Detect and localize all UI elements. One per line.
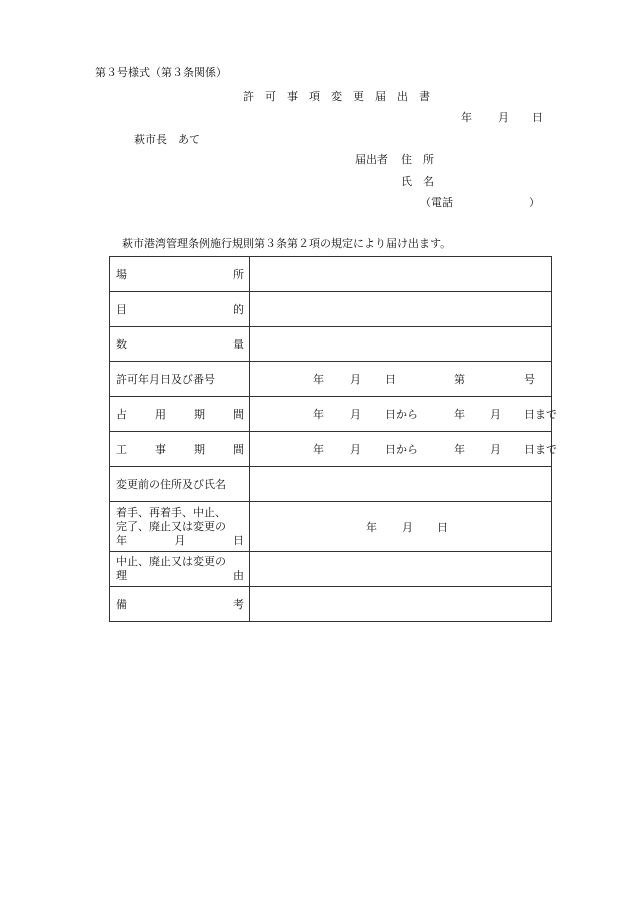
- value-start-date[interactable]: [250, 502, 552, 552]
- value-purpose[interactable]: [250, 292, 552, 327]
- permit-year: 年: [313, 373, 324, 386]
- label-occupancy-3: 期: [194, 408, 205, 421]
- permit-go: 号: [524, 373, 535, 386]
- label-start-date-line1: 着手、再着手、中止、: [116, 505, 226, 519]
- applicant-phone-open: （電話: [420, 196, 453, 209]
- label-purpose-2: 的: [233, 303, 244, 316]
- start-date-year: 年: [366, 520, 377, 534]
- construction-year-to: 年: [454, 443, 465, 456]
- label-quantity-2: 量: [233, 338, 244, 351]
- applicant-phone-close: ）: [529, 196, 540, 209]
- label-construction-2: 事: [155, 443, 166, 456]
- date-month: 月: [498, 111, 509, 124]
- occupancy-month-from: 月: [350, 408, 361, 421]
- addressee: 萩市長 あて: [134, 133, 200, 146]
- value-place[interactable]: [250, 257, 552, 292]
- label-occupancy-4: 間: [233, 408, 244, 421]
- row-occupancy: [110, 397, 552, 432]
- label-occupancy-1: 占: [116, 408, 127, 421]
- applicant-address-label: 住 所: [401, 153, 434, 166]
- label-construction-4: 間: [233, 443, 244, 456]
- label-reason-line1: 中止、廃止又は変更の: [116, 555, 226, 568]
- construction-month-to: 月: [490, 443, 501, 456]
- label-purpose-1: 目: [116, 303, 127, 316]
- row-construction: [110, 432, 552, 467]
- label-construction-1: 工: [116, 443, 127, 456]
- row-remarks: [110, 587, 552, 622]
- value-remarks[interactable]: [250, 587, 552, 622]
- occupancy-day-to: 日まで: [524, 408, 557, 421]
- statement: 萩市港湾管理条例施行規則第３条第２項の規定により届け出ます。: [122, 237, 452, 250]
- row-quantity: [110, 327, 552, 362]
- label-remarks-2: 考: [233, 598, 244, 611]
- applicant-label: 届出者: [355, 153, 388, 166]
- applicant-name-label: 氏 名: [401, 175, 434, 188]
- row-permit: [110, 362, 552, 397]
- label-permit: 許可年月日及び番号: [116, 373, 215, 386]
- construction-year-from: 年: [313, 443, 324, 456]
- date-day: 日: [532, 111, 543, 124]
- row-place: [110, 257, 552, 292]
- row-start-date: [110, 502, 552, 552]
- label-start-date-month: 月: [174, 533, 186, 547]
- occupancy-month-to: 月: [490, 408, 501, 421]
- value-construction[interactable]: [250, 432, 557, 467]
- value-quantity[interactable]: [250, 327, 552, 362]
- label-place-2: 所: [233, 268, 244, 281]
- form-number: 第３号様式（第３条関係）: [95, 66, 227, 79]
- value-occupancy[interactable]: [250, 397, 557, 432]
- start-date-day: 日: [437, 520, 448, 534]
- value-previous[interactable]: [250, 467, 552, 502]
- label-remarks-1: 備: [116, 598, 127, 611]
- label-start-date-day: 日: [233, 533, 244, 547]
- permit-month: 月: [350, 373, 361, 386]
- label-quantity-1: 数: [116, 338, 127, 351]
- label-reason-1: 理: [116, 569, 127, 582]
- label-construction-3: 期: [194, 443, 205, 456]
- construction-month-from: 月: [350, 443, 361, 456]
- document-title: 許 可 事 項 変 更 届 出 書: [243, 90, 430, 103]
- row-purpose: [110, 292, 552, 327]
- value-reason[interactable]: [250, 552, 552, 587]
- construction-day-from: 日から: [385, 443, 418, 456]
- occupancy-year-to: 年: [454, 408, 465, 421]
- label-start-date-line2: 完了、廃止又は変更の: [116, 519, 226, 533]
- label-place-1: 場: [116, 268, 127, 281]
- construction-day-to: 日まで: [524, 443, 557, 456]
- permit-day: 日: [385, 373, 396, 386]
- occupancy-day-from: 日から: [385, 408, 418, 421]
- row-reason: [110, 552, 552, 587]
- row-previous: [110, 467, 552, 502]
- value-permit[interactable]: [250, 362, 552, 397]
- application-table: [109, 256, 557, 622]
- permit-dai: 第: [454, 373, 465, 386]
- label-start-date-year: 年: [116, 533, 127, 547]
- occupancy-year-from: 年: [313, 408, 324, 421]
- date-year: 年: [461, 111, 472, 124]
- start-date-month: 月: [402, 520, 413, 534]
- label-occupancy-2: 用: [155, 408, 166, 421]
- label-previous: 変更前の住所及び氏名: [116, 478, 226, 491]
- label-reason-2: 由: [233, 569, 244, 582]
